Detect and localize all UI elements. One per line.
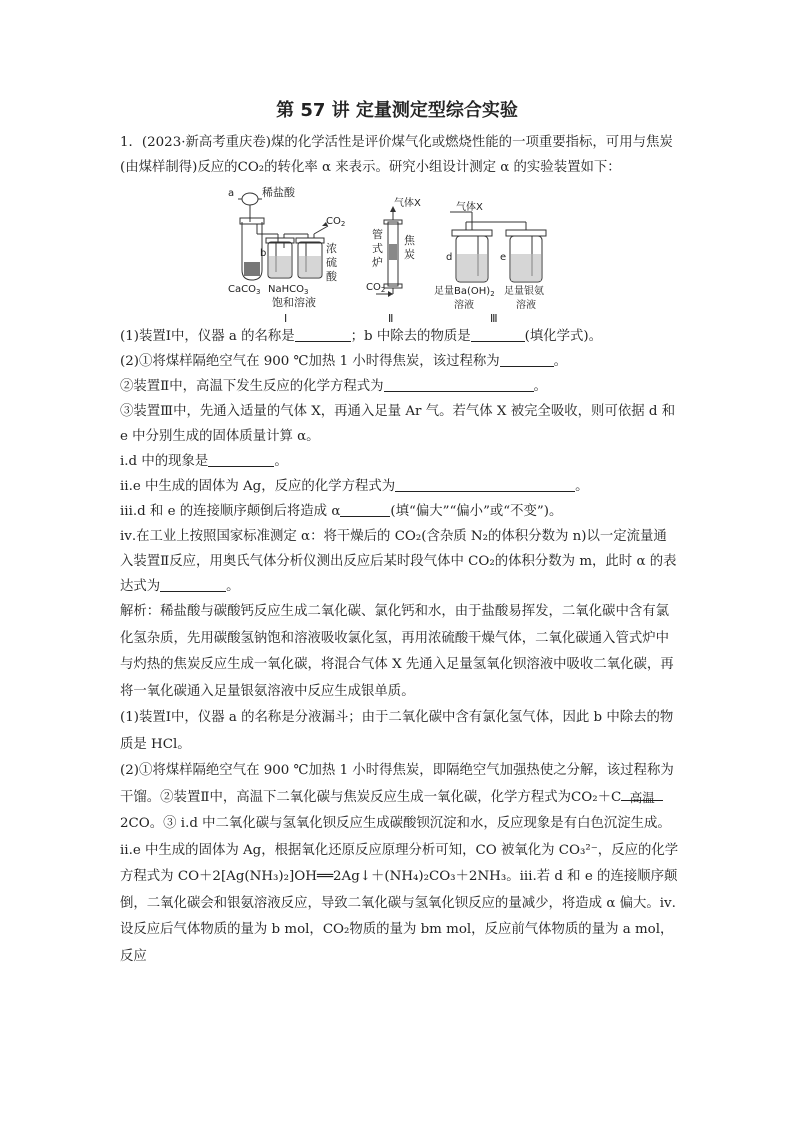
label-e: e: [500, 252, 507, 263]
label-co2-out: $CO_2$: [326, 216, 346, 228]
question-2-1: (2)①将煤样隔绝空气在 900 ℃加热 1 小时得焦炭，该过程称为 。: [120, 354, 568, 369]
question-iii: ⅲ.d 和 e 的连接顺序颠倒后将造成 α (填“偏大”“偏小”或“不变”)。: [120, 504, 563, 519]
apparatus-diagram: [228, 182, 588, 324]
label-conc-h2so4-2: 硫: [326, 256, 337, 269]
label-furnace-1: 管: [372, 228, 383, 241]
question-iv: ⅳ.在工业上按照国家标准测定 α：将干燥后的 CO₂(含杂质 N₂的体积分数为 n)以一定流量通入装置Ⅱ反应，用奥氏气体分析仪测出反应后某时段气体中 CO₂的体积分数为 m，此时 α 的表达式为 。: [120, 529, 677, 594]
question-2-2: ②装置Ⅱ中，高温下发生反应的化学方程式为 。: [120, 379, 547, 394]
label-a: a: [228, 188, 235, 199]
label-gas-x-II: 气体X: [394, 198, 421, 209]
question-i: ⅰ.d 中的现象是 。: [120, 454, 288, 469]
question-ii: ⅱ.e 中生成的固体为 Ag，反应的化学方程式为 。: [120, 479, 589, 494]
label-apparatus-I: Ⅰ: [284, 312, 288, 324]
label-caco3: CaCO$_3$: [228, 284, 261, 296]
answer-blank[interactable]: [208, 452, 274, 467]
solution-p2: (1)装置Ⅰ中，仪器 a 的名称是分液漏斗；由于二氧化碳中含有氯化氢气体，因此 b 中除去的物质是 HCl。: [120, 710, 674, 752]
label-co2-in: $CO_2$: [366, 282, 386, 294]
label-conc-h2so4-3: 酸: [326, 270, 337, 283]
label-d: d: [446, 252, 453, 263]
label-solution-2: 溶液: [516, 300, 536, 311]
silver-ammonia-solution-icon: [511, 254, 541, 281]
label-coke-2: 炭: [404, 248, 415, 261]
baoh2-solution-icon: [457, 254, 487, 281]
answer-blank[interactable]: [384, 377, 534, 392]
label-apparatus-II: Ⅱ: [388, 312, 394, 324]
apparatus-figure: [120, 182, 680, 324]
answer-blank[interactable]: [395, 477, 575, 492]
answer-blank[interactable]: [295, 327, 351, 342]
solution-section: [120, 599, 680, 970]
document-body: [120, 130, 680, 970]
question-intro: 1．(2023·新高考重庆卷)煤的化学活性是评价煤气化或燃烧性能的一项重要指标，可用与焦炭(由煤样制得)反应的CO₂的转化率 α 来表示。研究小组设计测定 α 的实验装置如下：: [120, 135, 673, 175]
label-conc-h2so4-1: 浓: [326, 242, 337, 255]
solution-p3: (2)①将煤样隔绝空气在 900 ℃加热 1 小时得焦炭，即隔绝空气加强热使之分解，该过程称为干馏。②装置Ⅱ中，高温下二氧化碳与焦炭反应生成一氧化碳，化学方程式为CO₂＋C 高温 2CO。③ ⅰ.d 中二氧化碳与氢氧化钡反应生成碳酸钡沉淀和水，反应现象是有白色沉淀生成。ⅱ.e 中生成的固体为 Ag，根据氧化还原反应原理分析可知，CO 被氧化为 CO₃²⁻，反应的化学方程式为 CO＋2[Ag(NH₃)₂]OH══2Ag↓＋(NH₄)₂CO₃＋2NH₃。ⅲ.若 d 和 e 的连接顺序颠倒，二氧化碳会和银氨溶液反应，导致二氧化碳与氢氧化钡反应的量减少，将造成 α 偏大。ⅳ.设反应后气体物质的量为 b mol，CO₂物质的量为 bm mol，反应前气体物质的量为 a mol，反应: [120, 763, 679, 964]
question-1: (1)装置Ⅰ中，仪器 a 的名称是 ；b 中除去的物质是 (填化学式)。: [120, 329, 603, 344]
answer-blank[interactable]: [160, 577, 226, 592]
label-apparatus-III: Ⅲ: [490, 312, 498, 324]
page-title: 第 57 讲 定量测定型综合实验: [276, 100, 518, 121]
arrow-right-icon: [388, 291, 393, 297]
label-baoh2: 足量$Ba(OH)_2$: [434, 286, 495, 298]
label-coke-1: 焦: [404, 234, 415, 247]
reaction-condition: 高温: [621, 798, 663, 801]
label-gas-x-III: 气体X: [456, 202, 483, 213]
label-furnace-2: 式: [372, 242, 383, 255]
coke-icon: [389, 244, 397, 260]
label-dilute-hcl: 稀盐酸: [262, 186, 295, 199]
separatory-funnel-icon: [242, 193, 258, 205]
answer-blank[interactable]: [500, 352, 554, 367]
label-solution-1: 溶液: [454, 300, 474, 311]
nahco3-solution-icon: [269, 256, 291, 277]
question-2-3: ③装置Ⅲ中，先通入适量的气体 X，再通入足量 Ar 气。若气体 X 被完全吸收，则可依据 d 和 e 中分别生成的固体质量计算 α。: [120, 404, 676, 444]
label-silver-ammonia: 足量银氨: [504, 286, 544, 297]
answer-blank[interactable]: [471, 327, 525, 342]
solution-p1: 解析：稀盐酸与碳酸钙反应生成二氧化碳、氯化钙和水，由于盐酸易挥发，二氧化碳中含有氯化氢杂质，先用碳酸氢钠饱和溶液吸收氯化氢，再用浓硫酸干燥气体，二氧化碳通入管式炉中与灼热的焦炭反应生成一氧化碳，将混合气体 X 先通入足量氢氧化钡溶液中吸收二氧化碳，再将一氧化碳通入足量银氨溶液中反应生成银单质。: [120, 604, 674, 699]
label-furnace-3: 炉: [372, 256, 383, 269]
label-saturated-solution: 饱和溶液: [272, 296, 316, 309]
label-b: b: [260, 248, 267, 259]
sulfuric-acid-icon: [299, 256, 321, 277]
label-nahco3: NaHCO$_3$: [268, 284, 309, 296]
caco3-solid-icon: [244, 262, 260, 276]
answer-blank[interactable]: [340, 502, 390, 517]
